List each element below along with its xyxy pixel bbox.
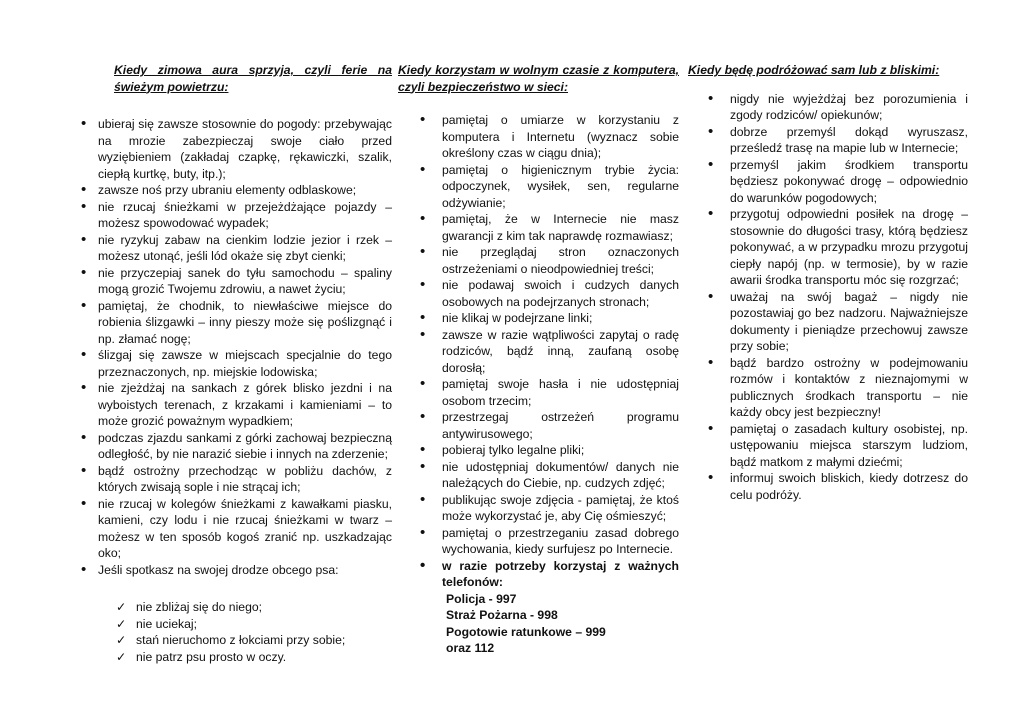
list-item: • informuj swoich bliskich, kiedy dotrzesz do celu podróży. xyxy=(688,470,968,503)
list-item: • nie udostępniaj dokumentów/ danych nie należących do Ciebie, np. cudzych zdjęć; xyxy=(398,459,679,492)
list-item: • pamiętaj o umiarze w korzystaniu z komputera i Internetu (wyznacz sobie określony czas w ciągu dnia); xyxy=(398,112,679,162)
list-item: • pamiętaj o higienicznym trybie życia: odpoczynek, wysiłek, sen, regularne odżywianie; xyxy=(398,162,679,212)
list-item: • przestrzegaj ostrzeżeń programu antywirusowego; xyxy=(398,409,679,442)
list-item: • pamiętaj o przestrzeganiu zasad dobrego wychowania, kiedy surfujesz po Internecie. xyxy=(398,525,679,558)
winter-column xyxy=(80,62,392,665)
list-item: • uważaj na swój bagaż – nigdy nie pozostawiaj go bez nadzoru. Najważniejsze dokumenty i pieniądze przechowuj zawsze przy sobie; xyxy=(688,289,968,355)
checkmark-list-item: ✓ nie zbliżaj się do niego; xyxy=(116,599,392,616)
emergency-numbers xyxy=(398,591,679,657)
dog-list-item xyxy=(80,562,392,666)
list-item: • nie klikaj w podejrzane linki; xyxy=(398,310,679,327)
list-item: • pamiętaj o zasadach kultury osobistej, np. ustępowaniu miejsca starszym ludziom, bądź matkom z małymi dziećmi; xyxy=(688,421,968,471)
list-item: • podczas zjazdu sankami z górki zachowaj bezpieczną odległość, by nie narazić siebie i innych na zderzenie; xyxy=(80,430,392,463)
winter-list xyxy=(80,116,392,665)
list-item: • zawsze w razie wątpliwości zapytaj o radę rodziców, bądź inną, zaufaną osobę dorosłą; xyxy=(398,327,679,377)
internet-list xyxy=(398,112,679,591)
list-item: • przemyśl jakim środkiem transportu będziesz pokonywać drogę – odpowiednio do warunków pogodowych; xyxy=(688,157,968,207)
list-item: • nie przeglądaj stron oznaczonych ostrzeżeniami o nieodpowiedniej treści; xyxy=(398,244,679,277)
travel-column xyxy=(688,62,968,503)
list-item: • publikując swoje zdjęcia - pamiętaj, że ktoś może wykorzystać je, aby Cię ośmieszyć; xyxy=(398,492,679,525)
checkmark-list-item: ✓ nie uciekaj; xyxy=(116,616,392,633)
list-item: • dobrze przemyśl dokąd wyruszasz, prześledź trasę na mapie lub w Internecie; xyxy=(688,124,968,157)
list-item: • ślizgaj się zawsze w miejscach specjalnie do tego przeznaczonych, np. miejskie lodowiska; xyxy=(80,347,392,380)
list-item: • nigdy nie wyjeżdżaj bez porozumienia i zgody rodziców/ opiekunów; xyxy=(688,91,968,124)
list-item: • ubieraj się zawsze stosownie do pogody: przebywając na mrozie zabezpieczaj swoje ciało przed wyziębieniem (zakładaj czapkę, rękawiczki, szalik, ciepłą kurtkę, buty, itp.); xyxy=(80,116,392,182)
list-item: • przygotuj odpowiedni posiłek na drogę – stosownie do długości trasy, którą będziesz pokonywać, a w przypadku mrozu przygotuj ciepły napój (np. w termosie), by w razie awarii środka transportu móc się rozgrzać; xyxy=(688,206,968,289)
list-item: • nie przyczepiaj sanek do tyłu samochodu – spaliny mogą grozić Twojemu zdrowiu, a nawet życiu; xyxy=(80,265,392,298)
travel-list xyxy=(688,91,968,504)
dog-sublist xyxy=(116,599,392,665)
list-item: • pamiętaj, że w Internecie nie masz gwarancji z kim tak naprawdę rozmawiasz; xyxy=(398,211,679,244)
list-item: • nie rzucaj w kolegów śnieżkami z kawałkami piasku, kamieni, czy lodu i nie rzucaj śnieżkami w twarz – możesz w ten sposób kogoś zranić np. uszkadzając oko; xyxy=(80,496,392,562)
phone-fire-brigade: Straż Pożarna - 998 xyxy=(446,608,558,622)
list-item: • zawsze noś przy ubraniu elementy odblaskowe; xyxy=(80,182,392,199)
list-item: • bądź ostrożny przechodząc w pobliżu dachów, z których zwisają sople i nie strącaj ich; xyxy=(80,463,392,496)
internet-heading: Kiedy korzystam w wolnym czasie z komputera, czyli bezpieczeństwo w sieci: xyxy=(398,63,679,94)
list-item: • pobieraj tylko legalne pliki; xyxy=(398,442,679,459)
list-item: • nie zjeżdżaj na sankach z górek blisko jezdni i na wyboistych terenach, z krzakami i kamieniami – to może grozić poważnym wypadkiem; xyxy=(80,380,392,430)
list-item: • nie ryzykuj zabaw na cienkim lodzie jezior i rzek – możesz utonąć, jeśli lód okaże się zbyt cienki; xyxy=(80,232,392,265)
travel-heading: Kiedy będę podróżować sam lub z bliskimi: xyxy=(688,63,940,77)
winter-heading-colon: : xyxy=(224,79,229,94)
list-item: • bądź bardzo ostrożny w podejmowaniu rozmów i kontaktów z nieznajomymi w publicznych środkach transportu – nie każdy obcy jest bezpieczny! xyxy=(688,355,968,421)
list-item: • pamiętaj, że chodnik, to niewłaściwe miejsce do robienia ślizgawki – inny pieszy może się poślizgnąć i np. złamać nogę; xyxy=(80,298,392,348)
internet-column xyxy=(398,62,679,657)
phones-list-item: • w razie potrzeby korzystaj z ważnych telefonów: xyxy=(398,558,679,591)
winter-heading: Kiedy zimowa aura sprzyja, czyli ferie na świeżym powietrzu: xyxy=(114,63,392,94)
list-item: • nie podawaj swoich i cudzych danych osobowych na podejrzanych stronach; xyxy=(398,277,679,310)
phone-ambulance: Pogotowie ratunkowe – 999 xyxy=(446,624,606,639)
dog-item-label: Jeśli spotkasz na swojej drodze obcego psa: xyxy=(98,562,339,577)
list-item: • pamiętaj swoje hasła i nie udostępniaj osobom trzecim; xyxy=(398,376,679,409)
list-item: • nie rzucaj śnieżkami w przejeżdżające pojazdy – możesz spowodować wypadek; xyxy=(80,199,392,232)
phone-police: Policja - 997 xyxy=(446,591,517,606)
phone-112: oraz 112 xyxy=(446,641,495,655)
checkmark-list-item: ✓ nie patrz psu prosto w oczy. xyxy=(116,649,392,666)
checkmark-list-item: ✓ stań nieruchomo z łokciami przy sobie; xyxy=(116,632,392,649)
